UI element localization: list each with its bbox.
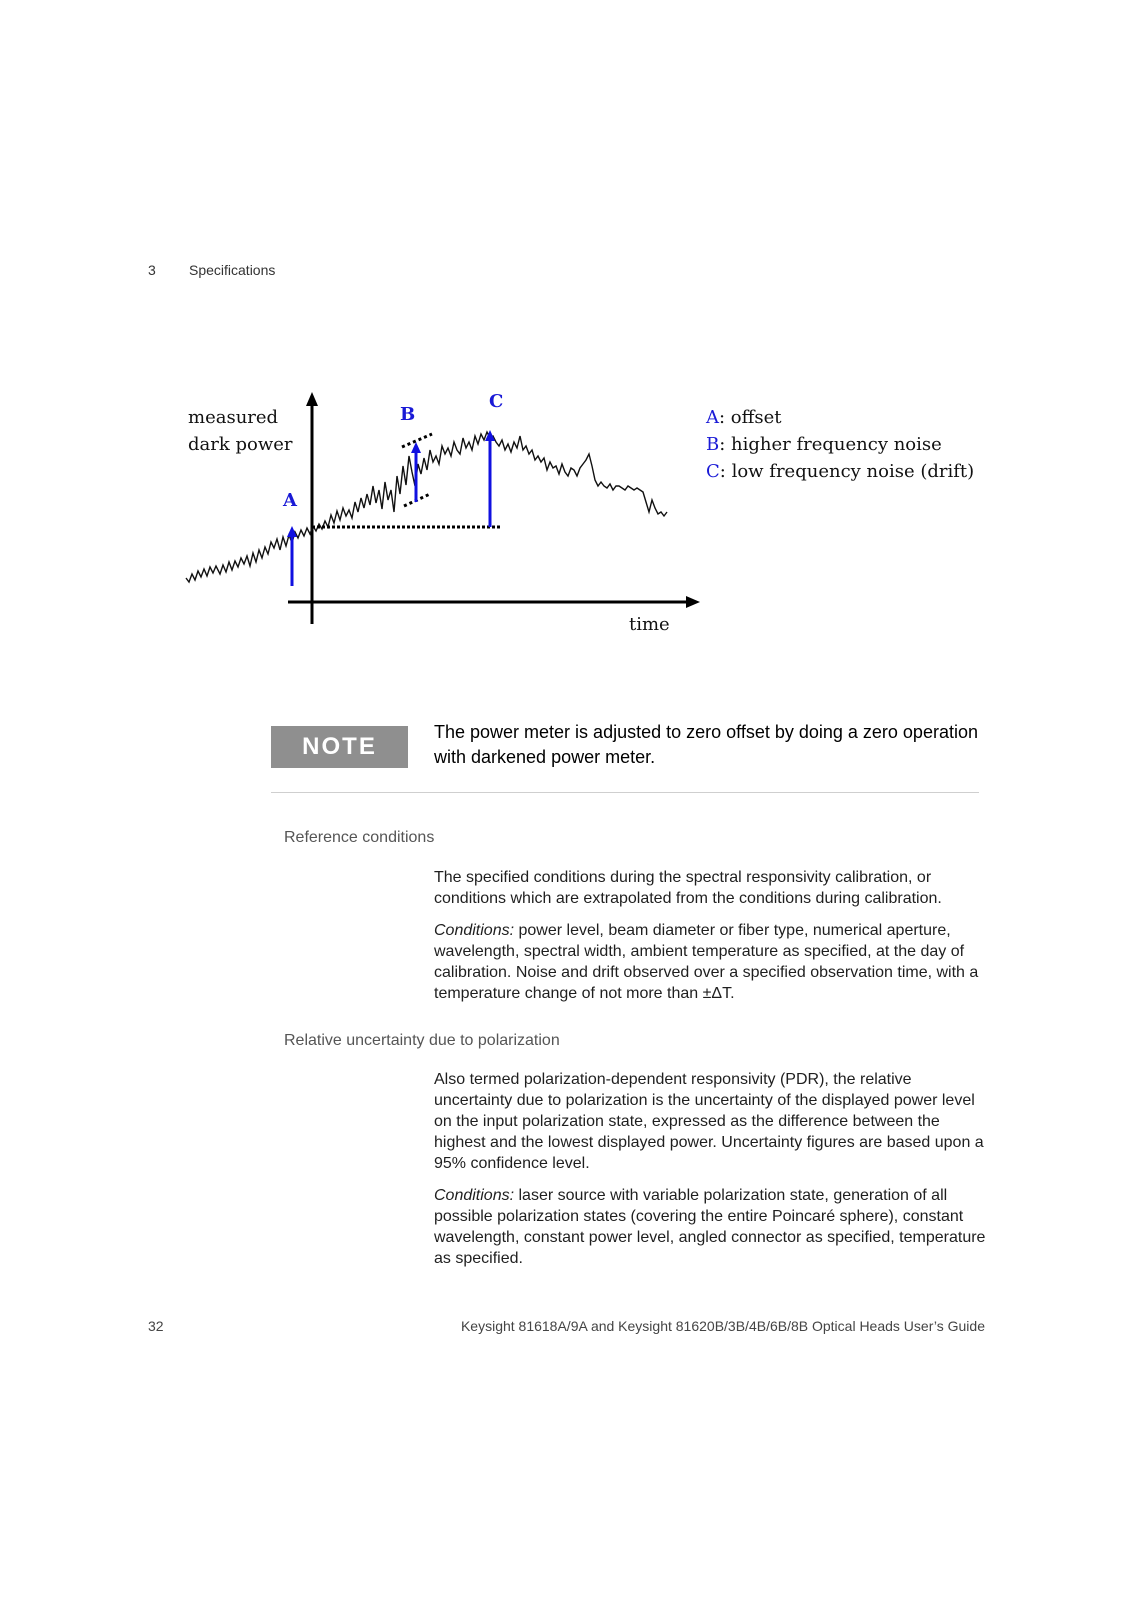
- chapter-title: Specifications: [189, 262, 276, 278]
- chapter-number: 3: [148, 262, 156, 278]
- page-number: 32: [148, 1318, 164, 1334]
- x-axis-label: time: [629, 614, 670, 635]
- legend-text-c: : low frequency noise (drift): [719, 461, 975, 482]
- y-axis-label-line2: dark power: [188, 434, 293, 455]
- conditions-label: Conditions:: [434, 1187, 515, 1204]
- polarization-uncertainty-conditions: [434, 1185, 986, 1269]
- legend-key-b: B: [706, 434, 720, 455]
- x-axis-arrowhead: [686, 596, 700, 608]
- y-axis-label: [188, 404, 293, 458]
- reference-conditions-description: The specified conditions during the spectral responsivity calibration, or conditions which are extrapolated from the conditions during calibration.: [434, 869, 942, 907]
- legend-key-c: C: [706, 461, 720, 482]
- hf-noise-arrowhead: [411, 442, 421, 453]
- legend-key-a: A: [706, 407, 719, 428]
- note-text: The power meter is adjusted to zero offset by doing a zero operation with darkened power meter.: [434, 722, 978, 767]
- legend-item-b: [706, 431, 974, 458]
- marker-b-label: B: [400, 404, 416, 425]
- y-axis-label-line1: measured: [188, 407, 279, 428]
- legend-text-a: : offset: [719, 407, 782, 428]
- conditions-text: power level, beam diameter or fiber type, numerical aperture, wavelength, spectral width, ambient temperature as specified, at the day of calibration. Noise and drift observed over a specified observation time, with a temperature change of not more than ±ΔT.: [434, 922, 979, 1002]
- marker-a-label: A: [283, 490, 297, 511]
- y-axis-arrowhead: [306, 392, 318, 406]
- conditions-label: Conditions:: [434, 922, 515, 939]
- note-divider: [271, 792, 979, 793]
- section-body-reference-conditions: [434, 867, 986, 1015]
- dark-power-figure: [180, 390, 1000, 660]
- legend-text-b: : higher frequency noise: [719, 434, 942, 455]
- polarization-uncertainty-description: Also termed polarization-dependent responsivity (PDR), the relative uncertainty due to polarization is the uncertainty of the displayed power level on the input polarization state, expressed as the difference between the highest and the lowest displayed power. Uncertainty figures are based upon a 95% confidence level.: [434, 1071, 984, 1172]
- legend-item-c: [706, 458, 974, 485]
- note-label: NOTE: [271, 726, 408, 768]
- conditions-text: laser source with variable polarization state, generation of all possible polarization states (covering the entire Poincaré sphere), constant wavelength, constant power level, angled connector as specified, temperature as specified.: [434, 1187, 986, 1267]
- figure-legend: [706, 404, 974, 485]
- document-title: Keysight 81618A/9A and Keysight 81620B/3B/4B/6B/8B Optical Heads User’s Guide: [460, 1318, 985, 1334]
- section-heading-polarization-uncertainty: Relative uncertainty due to polarization: [284, 1032, 560, 1049]
- section-body-polarization-uncertainty: [434, 1069, 986, 1280]
- legend-item-a: [706, 404, 974, 431]
- reference-conditions-conditions: [434, 920, 986, 1004]
- section-heading-reference-conditions: Reference conditions: [284, 829, 435, 846]
- marker-c-label: C: [489, 391, 504, 412]
